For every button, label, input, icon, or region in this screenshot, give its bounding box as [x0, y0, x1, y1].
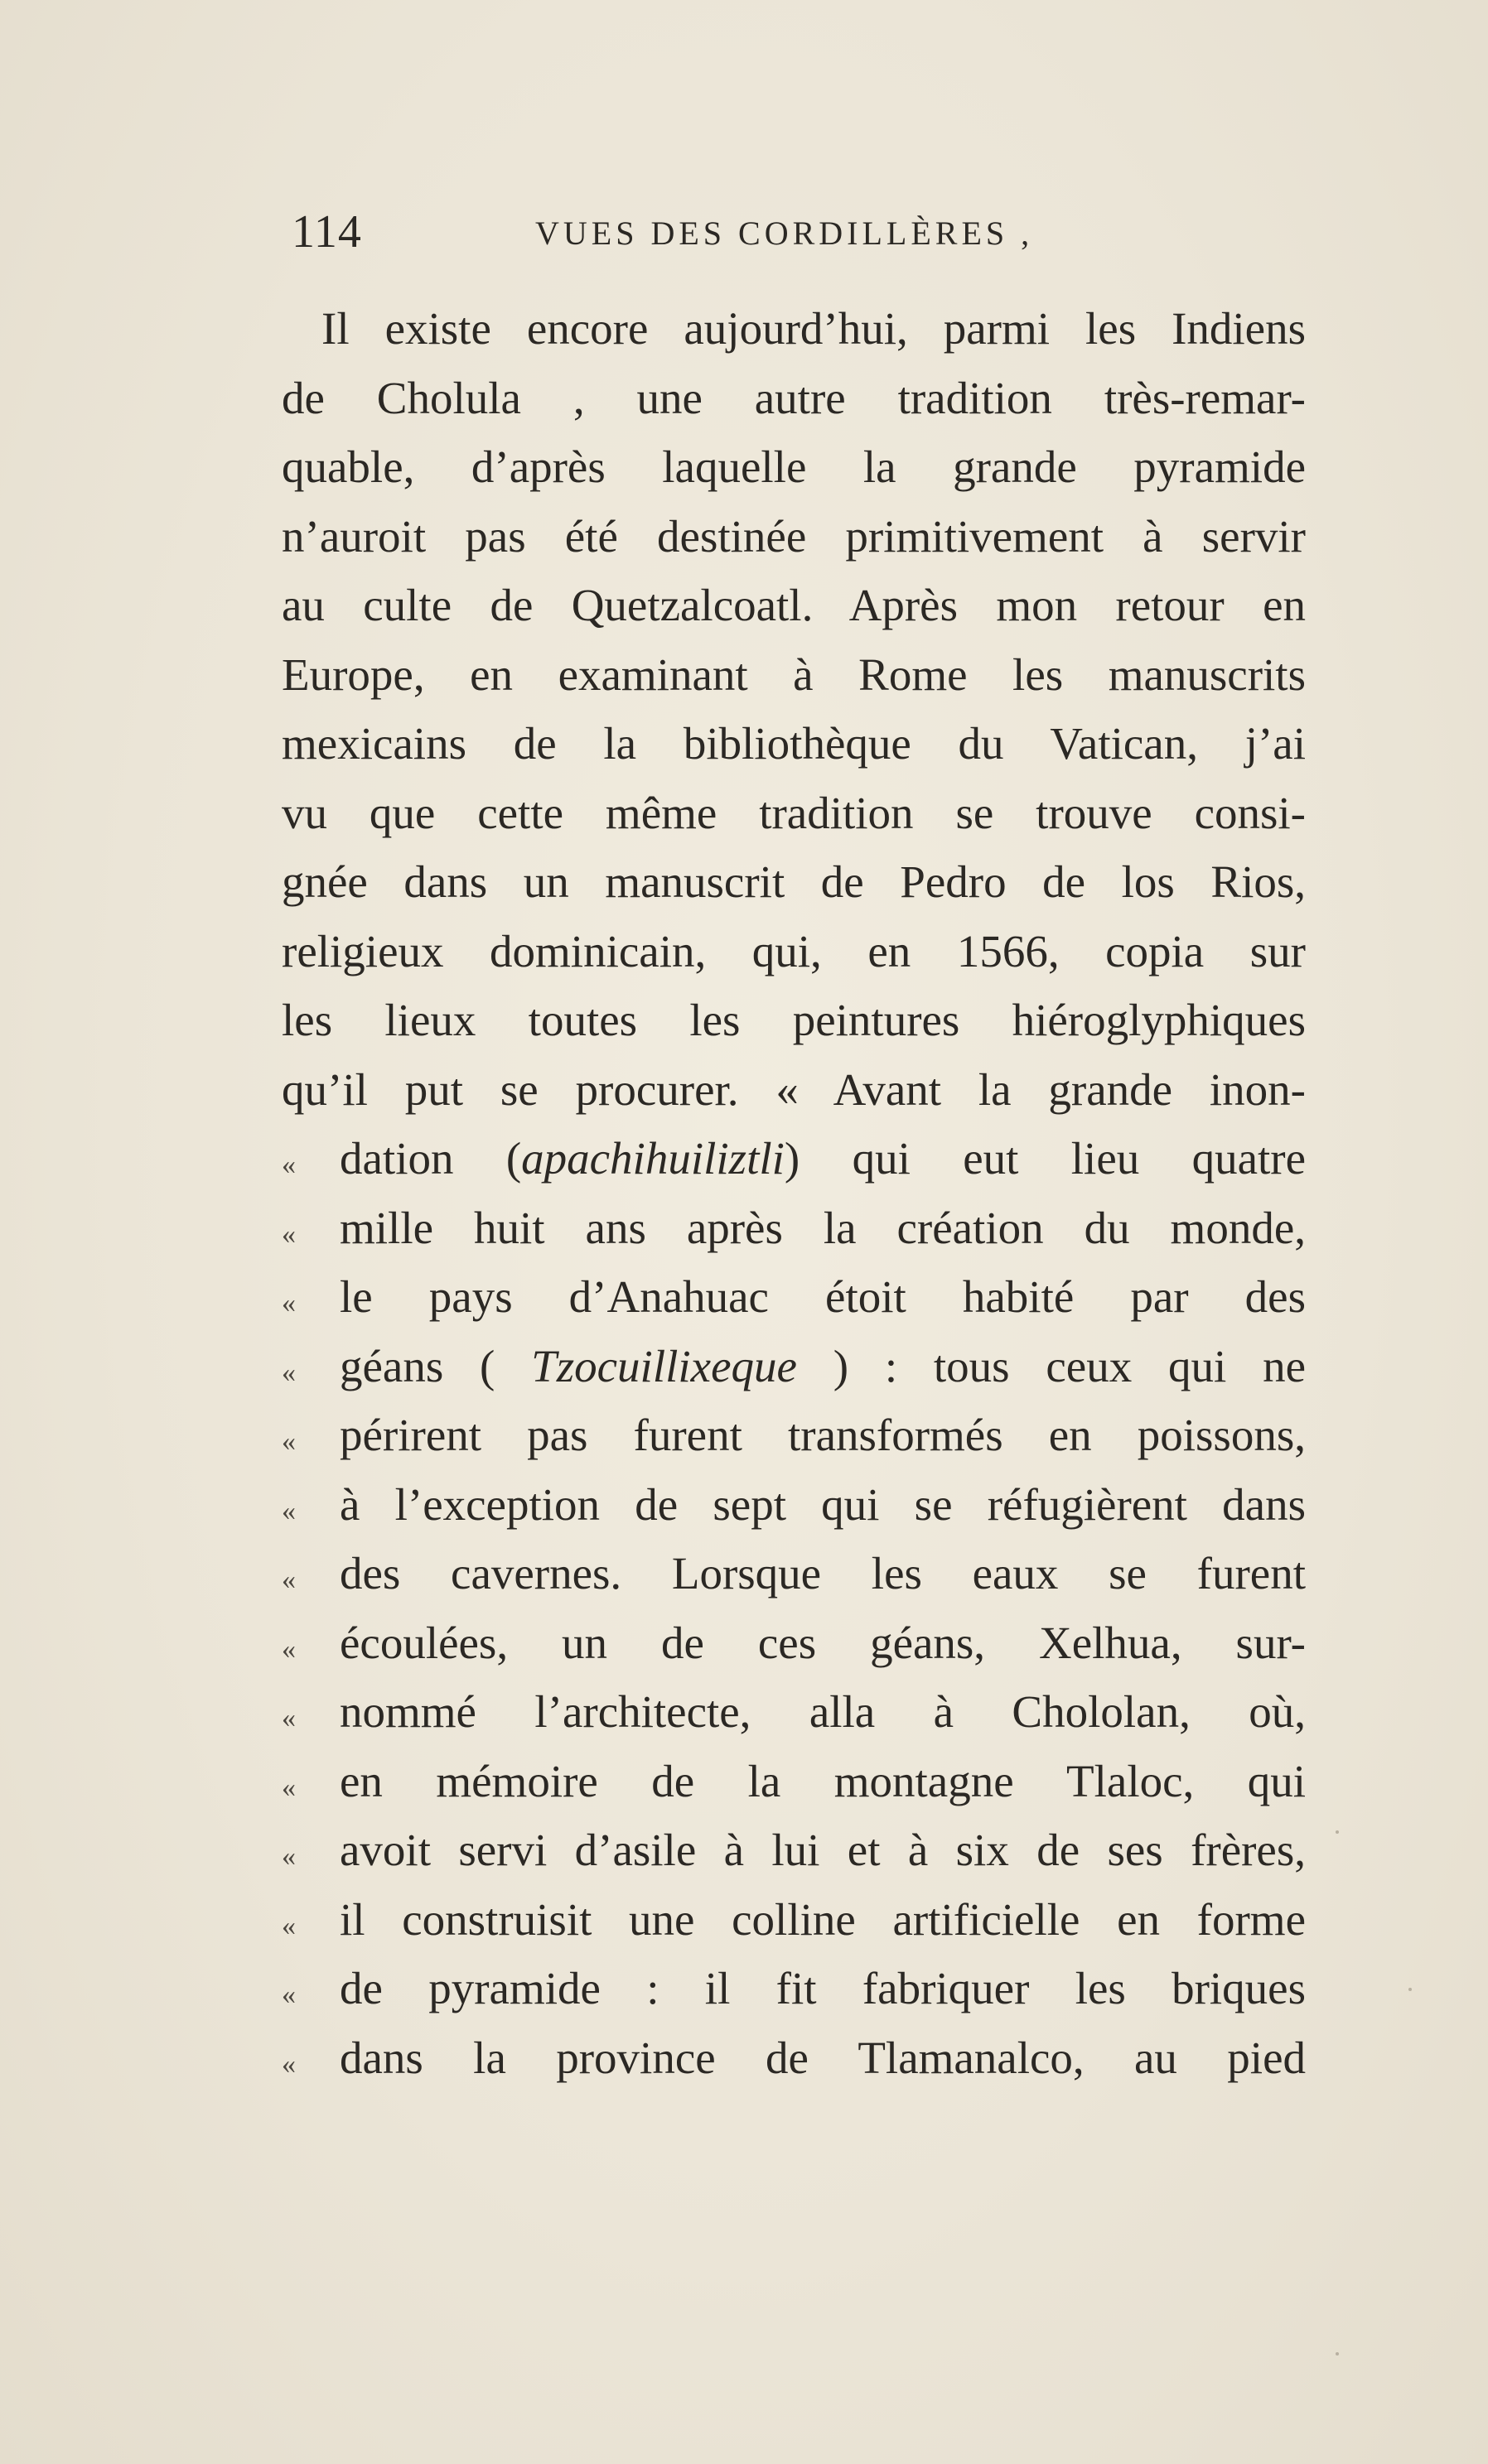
quote-mark: «: [282, 1357, 296, 1388]
quoted-line: « dans la province de Tlamanalco, au pied: [282, 2023, 1306, 2093]
text-line: mexicains de la bibliothèque du Vatican, j’ai: [282, 718, 1306, 769]
quote-mark: «: [282, 1218, 296, 1250]
quoted-line: « périrent pas furent transformés en poissons,: [282, 1401, 1306, 1470]
text-line: n’auroit pas été destinée primitivement à servir: [282, 510, 1306, 562]
quoted-line: « nommé l’architecte, alla à Chololan, où,: [282, 1677, 1306, 1747]
text-line: qu’il put se procurer. « Avant la grande inon-: [282, 1063, 1306, 1115]
text-line: les lieux toutes les peintures hiéroglyphiques: [282, 995, 1306, 1045]
quoted-line: « mille huit ans après la création du monde,: [282, 1193, 1306, 1263]
running-title: VUES DES CORDILLÈRES ,: [535, 215, 1034, 252]
text-line: gnée dans un manuscrit de Pedro de los Rios,: [282, 856, 1306, 907]
text-line: quable, d’après laquelle la grande pyramide: [282, 441, 1306, 492]
quote-mark: «: [282, 1288, 296, 1319]
quote-mark: «: [282, 2048, 296, 2080]
paper-speck: [1336, 1830, 1339, 1834]
quoted-line: « de pyramide : il fit fabriquer les briques: [282, 1954, 1306, 2023]
quote-mark: «: [282, 1772, 296, 1803]
quote-mark: «: [282, 1841, 296, 1872]
quoted-line: « géans ( Tzocuillixeque ) : tous ceux qui ne: [282, 1332, 1306, 1401]
quote-mark: «: [282, 1910, 296, 1941]
body-text: [282, 294, 1306, 2092]
quote-mark: «: [282, 1633, 296, 1665]
quote-mark: «: [282, 1426, 296, 1457]
quoted-line: « à l’exception de sept qui se réfugièrent dans: [282, 1470, 1306, 1540]
text-line: de Cholula , une autre tradition très-remar-: [282, 372, 1306, 423]
paper-speck: [1336, 2352, 1339, 2356]
text-line: au culte de Quetzalcoatl. Après mon retour en: [282, 580, 1306, 630]
page-header: [292, 205, 1336, 272]
page-number: 114: [292, 206, 362, 258]
italic-term: Tzocuillixeque: [531, 1340, 797, 1391]
text-line: vu que cette même tradition se trouve consi-: [282, 787, 1306, 838]
quote-mark: «: [282, 1495, 296, 1526]
quoted-line: « le pays d’Anahuac étoit habité par des: [282, 1262, 1306, 1332]
quote-mark: «: [282, 1979, 296, 2010]
quote-mark: «: [282, 1565, 296, 1595]
quoted-line: « écoulées, un de ces géans, Xelhua, sur-: [282, 1608, 1306, 1678]
quoted-line: « avoit servi d’asile à lui et à six de ses frères,: [282, 1815, 1306, 1885]
quote-mark: «: [282, 1703, 296, 1733]
text-line: religieux dominicain, qui, en 1566, copia sur: [282, 925, 1306, 976]
quoted-line: « dation (apachihuiliztli) qui eut lieu quatre: [282, 1124, 1306, 1193]
paper-speck: [1408, 1988, 1412, 1991]
italic-term: apachihuiliztli: [521, 1133, 785, 1184]
quoted-line: « des cavernes. Lorsque les eaux se furent: [282, 1539, 1306, 1608]
quoted-line: « il construisit une colline artificielle en forme: [282, 1885, 1306, 1955]
quoted-line: « en mémoire de la montagne Tlaloc, qui: [282, 1747, 1306, 1816]
quote-mark: «: [282, 1150, 296, 1180]
text-line: Il existe encore aujourd’hui, parmi les Indiens: [321, 303, 1306, 354]
text-line: Europe, en examinant à Rome les manuscrits: [282, 649, 1306, 700]
